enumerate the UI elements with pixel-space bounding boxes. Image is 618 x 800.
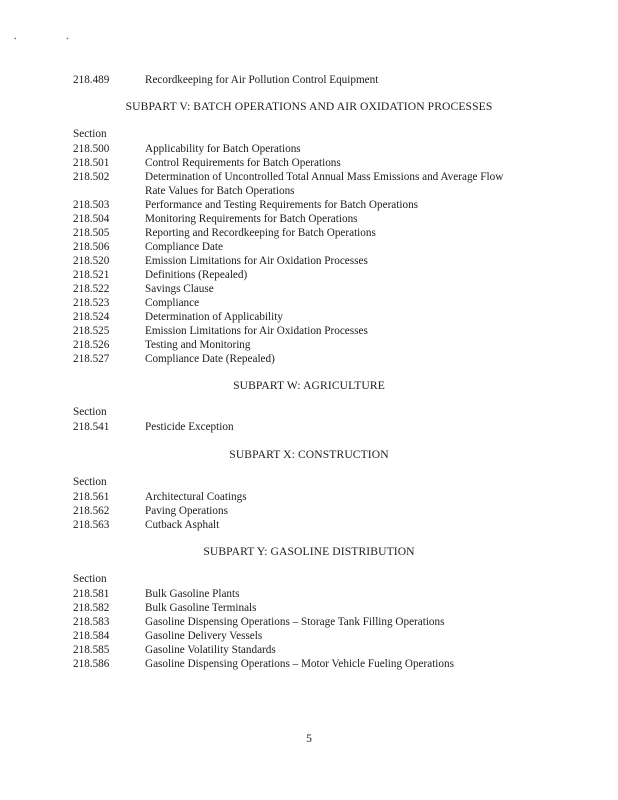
section-number: 218.562	[73, 505, 110, 517]
section-number: 218.581	[73, 588, 110, 600]
section-title: Emission Limitations for Air Oxidation Processes	[145, 255, 368, 267]
section-title: Architectural Coatings	[145, 491, 247, 503]
toc-entry	[73, 310, 283, 324]
section-title: Gasoline Dispensing Operations – Storage Tank Filling Operations	[145, 616, 445, 628]
section-number: 218.584	[73, 630, 110, 642]
section-title: Testing and Monitoring	[145, 339, 251, 351]
scan-marks: • •	[14, 35, 93, 43]
toc-entry	[73, 170, 503, 184]
toc-entry	[73, 296, 199, 310]
subpart-v-heading: SUBPART V: BATCH OPERATIONS AND AIR OXIDATION PROCESSES	[125, 100, 493, 113]
toc-entry	[73, 198, 418, 212]
section-title: Emission Limitations for Air Oxidation Processes	[145, 325, 368, 337]
section-number: 218.505	[73, 227, 110, 239]
section-title: Bulk Gasoline Plants	[145, 588, 240, 600]
toc-entry	[73, 212, 358, 226]
section-title: Applicability for Batch Operations	[145, 143, 301, 155]
section-title: Compliance Date (Repealed)	[145, 353, 275, 365]
toc-entry	[73, 142, 301, 156]
section-number: 218.521	[73, 269, 110, 281]
section-title: Gasoline Delivery Vessels	[145, 630, 263, 642]
section-title: Gasoline Volatility Standards	[145, 644, 276, 656]
toc-entry	[73, 240, 223, 254]
toc-entry	[73, 518, 219, 532]
toc-entry	[73, 601, 257, 615]
section-number: 218.561	[73, 491, 110, 503]
subpart-x-heading: SUBPART X: CONSTRUCTION	[229, 448, 389, 461]
toc-entry	[73, 615, 444, 629]
section-title: Definitions (Repealed)	[145, 269, 248, 281]
section-number: 218.504	[73, 213, 110, 225]
section-number: 218.520	[73, 255, 110, 267]
section-number: 218.585	[73, 644, 110, 656]
toc-entry	[73, 324, 368, 338]
section-title: Savings Clause	[145, 283, 214, 295]
section-title: Determination of Applicability	[145, 311, 283, 323]
section-title: Determination of Uncontrolled Total Annual Mass Emissions and Average Flow	[145, 171, 504, 183]
toc-entry	[73, 352, 275, 366]
section-label: Section	[73, 573, 107, 585]
page-number: 5	[306, 733, 312, 745]
section-title: Cutback Asphalt	[145, 519, 220, 531]
section-number: 218.526	[73, 339, 110, 351]
section-label: Section	[73, 128, 107, 140]
section-title: Recordkeeping for Air Pollution Control Equipment	[145, 74, 379, 86]
section-number: 218.583	[73, 616, 110, 628]
section-number: 218.582	[73, 602, 110, 614]
section-title: Paving Operations	[145, 505, 228, 517]
toc-entry	[73, 657, 454, 671]
toc-entry	[73, 282, 214, 296]
toc-entry	[73, 490, 247, 504]
section-title: Monitoring Requirements for Batch Operations	[145, 213, 358, 225]
section-number: 218.489	[73, 74, 110, 86]
toc-entry	[73, 504, 228, 518]
subpart-w-heading: SUBPART W: AGRICULTURE	[233, 379, 385, 392]
section-number: 218.502	[73, 171, 110, 183]
section-number: 218.527	[73, 353, 110, 365]
section-number: 218.563	[73, 519, 110, 531]
section-number: 218.500	[73, 143, 110, 155]
toc-entry	[73, 420, 234, 434]
section-number: 218.501	[73, 157, 110, 169]
toc-entry	[73, 643, 276, 657]
toc-entry	[73, 73, 378, 87]
section-title: Gasoline Dispensing Operations – Motor Vehicle Fueling Operations	[145, 658, 454, 670]
subpart-y-heading: SUBPART Y: GASOLINE DISTRIBUTION	[203, 545, 415, 558]
section-number: 218.586	[73, 658, 110, 670]
toc-entry	[73, 629, 262, 643]
section-title: Compliance Date	[145, 241, 223, 253]
section-title: Control Requirements for Batch Operations	[145, 157, 341, 169]
section-number: 218.524	[73, 311, 110, 323]
toc-entry	[73, 268, 247, 282]
section-title: Compliance	[145, 297, 200, 309]
toc-entry	[73, 587, 239, 601]
section-number: 218.503	[73, 199, 110, 211]
section-label: Section	[73, 476, 107, 488]
section-title: Bulk Gasoline Terminals	[145, 602, 257, 614]
section-title: Reporting and Recordkeeping for Batch Operations	[145, 227, 376, 239]
section-title-continuation: Rate Values for Batch Operations	[145, 185, 295, 197]
section-number: 218.525	[73, 325, 110, 337]
toc-entry	[73, 338, 251, 352]
section-number: 218.523	[73, 297, 110, 309]
section-label: Section	[73, 406, 107, 418]
section-number: 218.522	[73, 283, 110, 295]
section-title: Performance and Testing Requirements for Batch Operations	[145, 199, 419, 211]
section-title: Pesticide Exception	[145, 421, 234, 433]
toc-entry	[73, 156, 341, 170]
section-number: 218.506	[73, 241, 110, 253]
toc-entry	[73, 226, 376, 240]
toc-entry	[73, 254, 368, 268]
section-number: 218.541	[73, 421, 110, 433]
